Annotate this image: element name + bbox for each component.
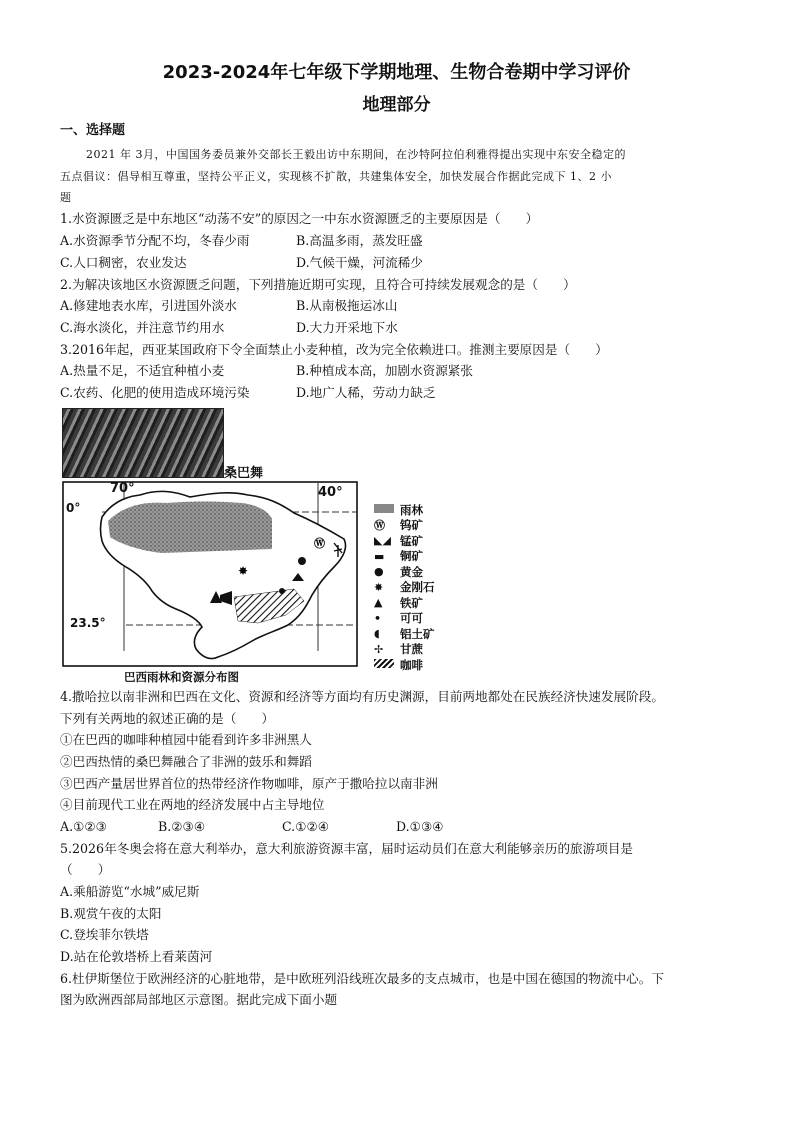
question-5-option-d: D.站在伦敦塔桥上看莱茵河 — [60, 949, 213, 964]
longitude-label-70: 70° — [110, 481, 135, 496]
question-1-option-a: A.水资源季节分配不均，冬春少雨 — [60, 233, 250, 248]
question-4-stem-line-1: 4.撒哈拉以南非洲和巴西在文化、资源和经济等方面均有历史渊源，目前两地都处在民族经济快速发展阶段。 — [60, 689, 664, 704]
legend-item-bauxite: ◖ 铝土矿 — [374, 626, 435, 641]
coffee-hatch-icon — [374, 658, 400, 671]
legend-item-manganese: ◣◢ 锰矿 — [374, 533, 423, 548]
page-subtitle: 地理部分 — [362, 95, 431, 115]
intro-line-2: 五点倡议：倡导相互尊重，坚持公平正义，实现核不扩散，共建集体安全，加快发展合作据此完成下 1、2 小 — [60, 170, 612, 183]
tungsten-icon: Ⓦ — [374, 519, 385, 533]
manganese-icon: ◣◢ — [374, 534, 391, 548]
legend-item-tungsten: Ⓦ 钨矿 — [374, 518, 423, 533]
samba-photo — [62, 408, 224, 478]
question-3-option-a: A.热量不足，不适宜种植小麦 — [60, 363, 225, 378]
latitude-label-equator: 0° — [66, 501, 81, 515]
question-1-option-d: D.气候干燥，河流稀少 — [296, 255, 423, 270]
legend-item-cocoa: • 可可 — [374, 611, 423, 626]
question-4-statement-4: ④目前现代工业在两地的经济发展中占主导地位 — [60, 797, 325, 812]
question-2-stem: 2.为解决该地区水资源匮乏问题，下列措施近期可实现，且符合可持续发展观念的是（ ） — [60, 277, 576, 292]
latitude-label-tropic: 23.5° — [70, 616, 106, 630]
question-3-option-b: B.种植成本高，加剧水资源紧张 — [296, 363, 473, 378]
legend-item-diamond: ✸ 金刚石 — [374, 580, 435, 595]
question-6-stem-line-1: 6.杜伊斯堡位于欧洲经济的心脏地带，是中欧班列沿线班次最多的支点城市，也是中国在德国的物流中心。下 — [60, 971, 664, 986]
legend-item-iron: ▲ 铁矿 — [374, 595, 423, 610]
question-5-option-b: B.观赏午夜的太阳 — [60, 906, 162, 921]
rainforest-area — [108, 502, 272, 554]
question-4-stem-line-2: 下列有关两地的叙述正确的是（ ） — [60, 711, 275, 726]
question-4-option-a: A.①②③ — [60, 819, 107, 834]
gold-map-symbol — [298, 557, 306, 565]
diamond-map-symbol: ✸ — [238, 564, 249, 578]
question-3-option-d: D.地广人稀，劳动力缺乏 — [296, 385, 436, 400]
tungsten-map-symbol: Ⓦ — [314, 537, 325, 550]
question-1-option-b: B.高温多雨，蒸发旺盛 — [296, 233, 423, 248]
sugarcane-icon: ✢ — [374, 642, 384, 656]
samba-photo-caption: 桑巴舞 — [224, 466, 264, 481]
diamond-icon: ✸ — [374, 580, 384, 594]
cocoa-icon: • — [374, 611, 382, 625]
map-legend — [374, 502, 435, 673]
legend-item-rainforest: 雨林 — [374, 502, 435, 518]
legend-item-coffee: 咖啡 — [374, 657, 435, 673]
question-4-statement-3: ③巴西产量居世界首位的热带经济作物咖啡，原产于撒哈拉以南非洲 — [60, 776, 438, 791]
copper-icon: ▬ — [374, 549, 385, 563]
question-1-stem: 1.水资源匮乏是中东地区“动荡不安”的原因之一中东水资源匮乏的主要原因是（ ） — [60, 211, 539, 226]
question-3-option-c: C.农药、化肥的使用造成环境污染 — [60, 385, 250, 400]
question-6-stem-line-2: 图为欧洲西部局部地区示意图。据此完成下面小题 — [60, 992, 338, 1007]
intro-line-3: 题 — [60, 191, 72, 204]
question-2-option-a: A.修建地表水库，引进国外淡水 — [60, 298, 237, 313]
question-2-option-d: D.大力开采地下水 — [296, 320, 398, 335]
legend-item-gold: ● 黄金 — [374, 564, 423, 579]
map-caption: 巴西雨林和资源分布图 — [124, 670, 239, 684]
question-5-option-a: A.乘船游览“水城”威尼斯 — [60, 884, 200, 899]
question-4-option-c: C.①②④ — [282, 819, 330, 834]
legend-item-copper: ▬ 铜矿 — [374, 549, 423, 564]
question-4-option-b: B.②③④ — [158, 819, 206, 834]
legend-item-sugarcane: ✢ 甘蔗 — [374, 642, 423, 657]
question-2-option-c: C.海水淡化，并注意节约用水 — [60, 320, 225, 335]
section-heading: 一、选择题 — [60, 123, 126, 138]
longitude-label-40: 40° — [318, 485, 343, 500]
question-5-stem-line-2: （ ） — [60, 862, 111, 877]
question-1-option-c: C.人口稠密，农业发达 — [60, 255, 187, 270]
question-5-option-c: C.登埃菲尔铁塔 — [60, 927, 149, 942]
rainforest-swatch-icon — [374, 503, 400, 516]
brazil-map — [62, 481, 358, 667]
question-2-option-b: B.从南极拖运冰山 — [296, 298, 398, 313]
iron-icon: ▲ — [374, 596, 383, 610]
bauxite-icon: ◖ — [374, 627, 380, 641]
cocoa-map-symbol — [279, 588, 285, 594]
question-3-stem: 3.2016年起，西亚某国政府下令全面禁止小麦种植，改为完全依赖进口。推测主要原因是（ ） — [60, 342, 608, 357]
question-4-option-d: D.①③④ — [396, 819, 444, 834]
intro-line-1: 2021 年 3月，中国国务委员兼外交部长王毅出访中东期间，在沙特阿拉伯利雅得提出实现中东安全稳定的 — [86, 148, 626, 161]
gold-icon: ● — [374, 565, 384, 579]
page-title: 2023-2024年七年级下学期地理、生物合卷期中学习评价 — [162, 62, 631, 83]
question-4-statement-1: ①在巴西的咖啡种植园中能看到许多非洲黑人 — [60, 732, 312, 747]
question-4-statement-2: ②巴西热情的桑巴舞融合了非洲的鼓乐和舞蹈 — [60, 754, 312, 769]
question-5-stem-line-1: 5.2026年冬奥会将在意大利举办，意大利旅游资源丰富，届时运动员们在意大利能够亲历的旅游项目是 — [60, 841, 634, 856]
